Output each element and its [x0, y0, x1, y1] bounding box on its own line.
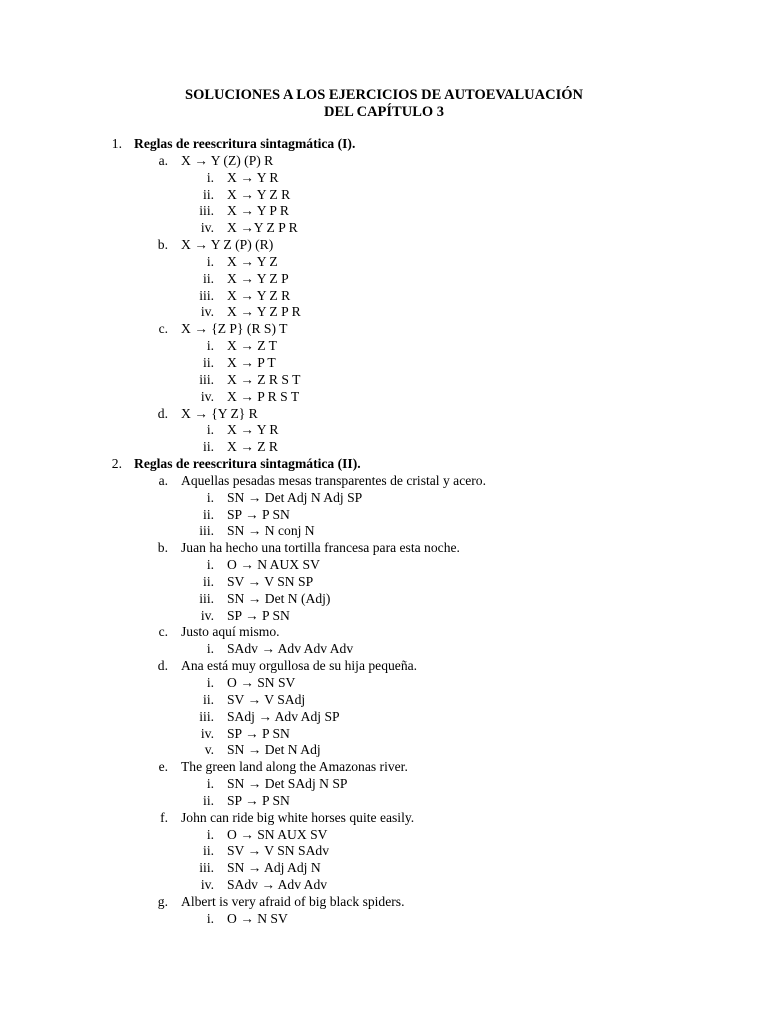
list-marker: ii.	[203, 270, 214, 286]
list-marker: iii.	[199, 287, 214, 303]
rule-item	[0, 675, 768, 692]
rule-item	[0, 793, 768, 810]
list-marker: i.	[206, 675, 214, 690]
list-text: Ana está muy orgullosa de su hija pequeña.	[181, 658, 418, 674]
rule-item	[0, 641, 768, 658]
list-text: SN → Det Adj N Adj SP	[227, 489, 363, 505]
rule-item	[0, 187, 768, 204]
list-marker: iv.	[200, 388, 214, 404]
list-marker: iii.	[199, 860, 214, 876]
rule-item	[0, 422, 768, 439]
list-text: X → Y Z (P) (R)	[181, 237, 274, 253]
list-marker: i.	[206, 253, 214, 269]
list-text: SP → P SN	[227, 725, 290, 741]
exercise-list	[0, 136, 768, 928]
list-marker: iii.	[199, 371, 214, 387]
rule-item	[0, 523, 768, 540]
list-marker: i.	[206, 776, 214, 792]
rule-item	[0, 843, 768, 860]
list-text: O → SN AUX SV	[227, 826, 328, 842]
list-marker: d.	[157, 658, 168, 674]
exercise-heading	[0, 456, 768, 473]
list-text: X → Y (Z) (P) R	[181, 152, 274, 168]
list-text: X → Y Z P R	[227, 304, 301, 320]
rule-item	[0, 304, 768, 321]
rule-item	[0, 490, 768, 507]
list-text: SV → V SN SP	[227, 573, 314, 589]
exercise-item	[0, 624, 768, 641]
list-text: Reglas de reescritura sintagmática (II).	[134, 456, 361, 472]
list-text: The green land along the Amazonas river.	[181, 759, 408, 775]
list-marker: iv.	[200, 877, 214, 893]
rule-item	[0, 776, 768, 793]
exercise-item	[0, 153, 768, 170]
list-text: X → Y Z R	[227, 287, 291, 303]
list-text: X → {Z P} (R S) T	[181, 321, 288, 337]
list-marker: i.	[206, 826, 214, 842]
list-text: Aquellas pesadas mesas transparentes de cristal y acero.	[181, 472, 486, 488]
list-text: SN → N conj N	[227, 523, 315, 539]
list-marker: f.	[160, 809, 168, 825]
exercise-item	[0, 658, 768, 675]
list-marker: a.	[158, 152, 168, 168]
list-text: SAdj → Adv Adj SP	[227, 708, 340, 724]
list-marker: ii.	[203, 792, 214, 808]
exercise-item	[0, 540, 768, 557]
list-text: X →Y Z P R	[227, 220, 298, 236]
rule-item	[0, 827, 768, 844]
rule-item	[0, 271, 768, 288]
rule-item	[0, 288, 768, 305]
rule-item	[0, 254, 768, 271]
exercise-item	[0, 810, 768, 827]
document-title: SOLUCIONES A LOS EJERCICIOS DE AUTOEVALUACIÓN	[185, 87, 583, 103]
rule-item	[0, 389, 768, 406]
list-text: X → {Y Z} R	[181, 405, 258, 421]
list-text: X → Y Z P	[227, 270, 289, 286]
exercise-item	[0, 473, 768, 490]
list-text: SAdv → Adv Adv	[227, 877, 328, 893]
list-text: Justo aquí mismo.	[181, 624, 280, 640]
list-marker: e.	[158, 759, 168, 775]
list-marker: ii.	[203, 186, 214, 202]
rule-item	[0, 203, 768, 220]
list-text: O → SN SV	[227, 675, 296, 690]
list-marker: iii.	[199, 590, 214, 606]
list-text: Reglas de reescritura sintagmática (I).	[134, 136, 356, 151]
exercise-item	[0, 894, 768, 911]
rule-item	[0, 860, 768, 877]
rule-item	[0, 742, 768, 759]
document-subtitle: DEL CAPÍTULO 3	[323, 104, 445, 120]
list-text: X → Z R	[227, 439, 278, 455]
list-marker: ii.	[203, 354, 214, 370]
rule-item	[0, 355, 768, 372]
list-marker: iii.	[199, 523, 214, 539]
list-marker: 2.	[111, 456, 122, 472]
list-text: X → P T	[227, 354, 276, 370]
rule-item	[0, 877, 768, 894]
list-marker: i.	[206, 169, 214, 185]
exercise-item	[0, 406, 768, 423]
list-marker: b.	[157, 540, 168, 556]
rule-item	[0, 439, 768, 456]
list-marker: d.	[157, 405, 168, 421]
list-text: X → P R S T	[227, 388, 300, 404]
list-marker: ii.	[203, 573, 214, 589]
list-marker: 1.	[111, 136, 122, 151]
list-text: SN → Adj Adj N	[227, 860, 321, 876]
list-marker: c.	[158, 624, 168, 640]
rule-item	[0, 608, 768, 625]
exercise-item	[0, 759, 768, 776]
list-marker: i.	[206, 422, 214, 438]
list-marker: iv.	[200, 304, 214, 320]
list-text: SAdv → Adv Adv Adv	[227, 641, 354, 657]
rule-item	[0, 507, 768, 524]
list-marker: ii.	[203, 843, 214, 859]
list-marker: iii.	[199, 203, 214, 219]
list-text: O → N AUX SV	[227, 557, 320, 573]
list-marker: i.	[206, 910, 214, 926]
rule-item	[0, 692, 768, 709]
list-marker: iv.	[200, 607, 214, 623]
rule-item	[0, 372, 768, 389]
exercise-heading	[0, 136, 768, 153]
list-marker: iii.	[199, 708, 214, 724]
rule-item	[0, 911, 768, 928]
list-marker: g.	[157, 893, 168, 909]
list-marker: c.	[158, 321, 168, 337]
list-text: X → Y R	[227, 169, 279, 185]
list-text: SV → V SN SAdv	[227, 843, 329, 859]
list-marker: ii.	[203, 691, 214, 707]
list-text: X → Y P R	[227, 203, 289, 219]
list-marker: i.	[206, 641, 214, 657]
list-text: SP → P SN	[227, 607, 290, 623]
list-text: X → Y Z	[227, 253, 278, 269]
rule-item	[0, 574, 768, 591]
list-text: John can ride big white horses quite easily.	[181, 809, 415, 825]
list-text: SN → Det N Adj	[227, 742, 321, 758]
rule-item	[0, 220, 768, 237]
rule-item	[0, 726, 768, 743]
list-text: SN → Det SAdj N SP	[227, 776, 348, 792]
list-text: SP → P SN	[227, 792, 290, 808]
list-text: X → Y R	[227, 422, 279, 438]
list-text: X → Z R S T	[227, 371, 301, 387]
rule-item	[0, 557, 768, 574]
rule-item	[0, 338, 768, 355]
list-marker: a.	[158, 472, 168, 488]
rule-item	[0, 591, 768, 608]
list-marker: ii.	[203, 439, 214, 455]
list-text: Albert is very afraid of big black spiders.	[181, 893, 405, 909]
exercise-item	[0, 237, 768, 254]
list-text: O → N SV	[227, 910, 288, 926]
list-text: SN → Det N (Adj)	[227, 590, 331, 606]
list-text: Juan ha hecho una tortilla francesa para esta noche.	[181, 540, 460, 556]
list-text: SV → V SAdj	[227, 691, 306, 707]
list-marker: v.	[204, 742, 214, 758]
list-marker: iv.	[200, 725, 214, 741]
list-text: X → Z T	[227, 338, 277, 354]
list-marker: i.	[206, 489, 214, 505]
list-marker: i.	[206, 557, 214, 573]
exercise-item	[0, 321, 768, 338]
list-text: X → Y Z R	[227, 186, 291, 202]
rule-item	[0, 170, 768, 187]
rule-item	[0, 709, 768, 726]
list-marker: iv.	[200, 220, 214, 236]
list-text: SP → P SN	[227, 506, 290, 522]
list-marker: i.	[206, 338, 214, 354]
list-marker: ii.	[203, 506, 214, 522]
list-marker: b.	[157, 237, 168, 253]
